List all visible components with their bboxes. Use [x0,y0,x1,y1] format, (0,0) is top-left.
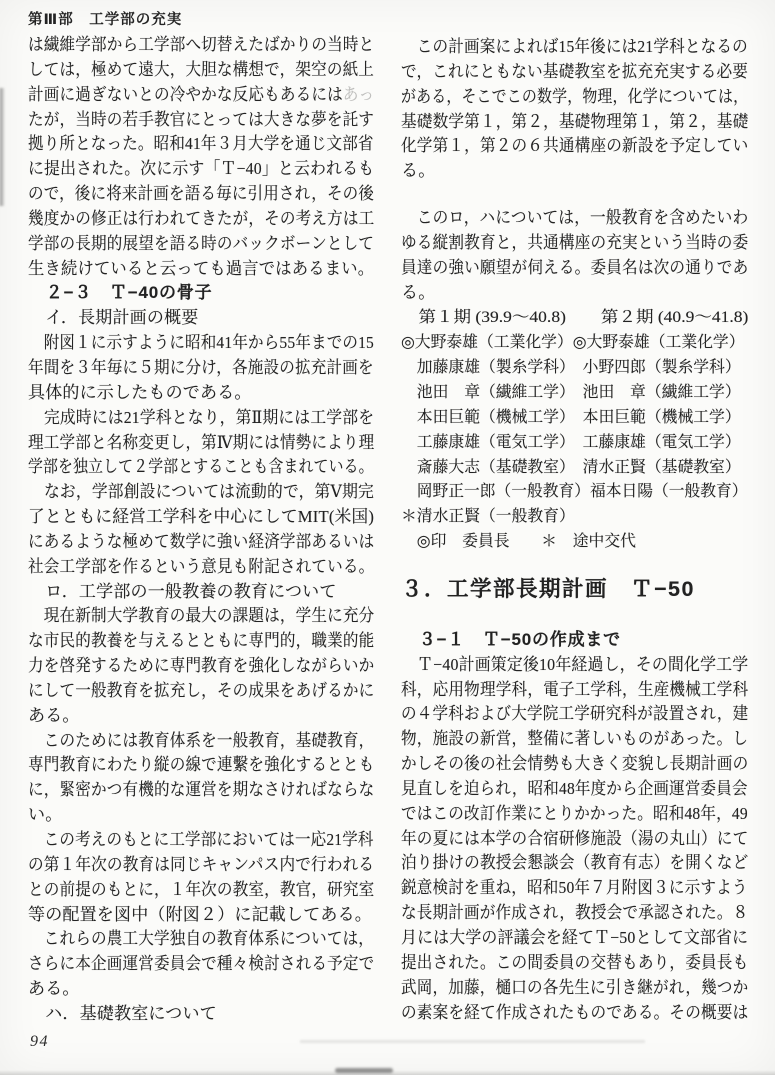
text-line [401,231,748,256]
text-line [401,777,748,802]
line-text: の４学科および大学院工学研究科が設置され，建 [401,704,749,724]
page-number: 94 [30,1033,49,1050]
line-text: 理工学部と名称変更し，第Ⅳ期には情勢により理 [28,432,375,452]
text-line [28,604,374,629]
text-line [28,878,374,903]
text-line [28,729,374,754]
line-text: 現在新制大学教育の最大の課題は，学生に充分 [28,606,375,626]
text-line [401,159,748,184]
line-text: ＊清水正賢（一般教育） [401,508,575,526]
text-line [401,35,748,60]
text-line [28,431,374,456]
section-heading [401,572,748,606]
line-text: 社会工学部を作るという意見も附記されている。 [28,556,375,576]
text-line [401,60,748,85]
list-line [401,305,748,330]
line-text: 等の配置を図中（附図２）に記載してある。 [28,904,372,924]
line-text: かしその後の社会情勢も大きく変貌し長期計画の [401,754,749,774]
line-text: Ｔ−40計画策定後10年経過し，その間化学工学 [401,654,749,674]
text-line [401,281,748,306]
text-line [28,977,374,1002]
line-text: 員達の強い願望が伺える。委員名は次の通りであ [401,257,749,277]
line-text: 幾度かの修正は行われてきたが，その考え方は工 [28,208,375,228]
list-line [401,430,748,455]
text-line [401,901,748,926]
text-line [401,752,748,777]
text-line [28,132,374,157]
text-line [28,83,374,108]
line-text: ある。 [28,705,80,725]
line-text: 力を啓発するために専門教育を強化しながらいか [28,656,375,676]
line-text: 附図１に示すように昭和41年から55年までの15 [28,333,374,353]
text-line [28,1002,374,1027]
list-line [401,455,748,480]
line-text: る。 [401,161,436,181]
line-text: で，これにともない基礎教室を拡充充実する必要 [401,61,749,81]
line-text: い。 [28,805,63,825]
line-text: 泊り掛けの教授会懇談会（教育有志）を開くなど [401,853,749,873]
text-line [401,876,748,901]
line-text: がある，そこでこの数学，物理，化学については， [401,86,749,106]
line-text: なお，学部創設については流動的で，第Ⅴ期完 [28,482,374,502]
line-text: 拠り所となった。昭和41年３月大学を通じ文部省 [28,134,374,154]
line-text: 月には大学の評議会を経てＴ−50として文部省に [401,928,749,947]
text-line [28,33,374,58]
text-line [28,455,374,480]
list-line [401,479,748,504]
text-line [28,629,374,654]
list-line [401,330,748,355]
text-line [28,182,374,207]
text-line [401,976,748,1001]
text-line [28,58,374,83]
line-text: 学部の長期的展望を語る時のバックボーンとして [28,233,375,253]
text-line [401,926,748,951]
line-text: との前提のもとに，１年次の教室，教官，研究室 [28,879,375,899]
text-line [401,256,748,281]
line-text: ハ．基礎教室について [28,1003,217,1023]
line-text: 了とともに経営工学科を中心にしてMIT(米国) [28,507,375,527]
line-text: ので，後に将来計画を語る毎に引用され，その後 [28,184,375,204]
line-text: 専門教育にわたり縦の線で連繫を強化するととも [28,755,375,775]
text-line [28,903,374,928]
left-column [28,33,374,1027]
line-text: の第１年次の教育は同じキャンパス内で行われる [28,854,375,874]
line-text: 具体的に示したものである。 [28,382,252,402]
text-line [401,206,748,231]
line-text: 武岡，加藤，樋口の各先生に引き継がれ，幾つか [401,977,749,997]
text-line [401,678,748,703]
line-text: な長期計画が作成され，教授会で承認された。８ [401,903,749,923]
line-text: にして一般教育を拡充し，その成果をあげるかに [28,680,375,700]
line-text: このロ，ハについては，一般教育を含めたいわ [401,208,749,228]
text-line [28,580,374,605]
text-line [28,679,374,704]
text-line [28,306,374,331]
line-text: ２−３ Ｔ−40の骨子 [28,283,213,303]
text-line [28,232,374,257]
text-line [401,1001,748,1026]
line-text: ではこの改訂作業にとりかかった。昭和48年，49 [401,803,748,823]
text-line [401,134,748,159]
line-text: 岡野正一郎（一般教育）福本日陽（一般教育） [401,483,748,501]
list-line [401,529,748,554]
line-text: ３−１ Ｔ−50の作成まで [401,629,621,649]
line-text: 科，応用物理学科，電子工学科，生産機械工学科 [401,679,749,699]
text-line [28,853,374,878]
line-text: 年の夏には本学の合宿研修施設（湯の丸山）にて [401,828,749,848]
line-text: は繊維学部から工学部へ切替えたばかりの当時と [28,35,375,54]
text-line [28,356,374,381]
line-text: ある。 [28,979,80,999]
line-text: に提出された。次に示す「Ｔ−40」と云われるも [28,159,375,179]
line-text: 見直しを迫られ，昭和48年度から企画運営委員会 [401,778,748,798]
line-text: このためには教育体系を一般教育，基礎教育， [28,730,375,750]
text-line [28,555,374,580]
text-line [28,778,374,803]
scan-artifact [0,1070,775,1075]
line-text: にあるような極めて数学に強い経済学部あるいは [28,531,375,551]
line-text: ３．工学部長期計画 Ｔ−50 [401,576,695,601]
line-text: 学部を独立して２学部とすることも含まれている。 [28,457,374,477]
line-text: この考えのもとに工学部においては一応21学科 [28,830,374,849]
text-line [28,952,374,977]
line-text: 鋭意検討を重ね，昭和50年７月附図３に示すよう [401,878,748,898]
line-text: ゆる縦割教育と，共通構座の充実という当時の委 [401,232,749,252]
line-text: 池田 章（繊維工学） 池田 章（繊維工学） [401,383,741,401]
text-line [28,704,374,729]
text-line [28,480,374,505]
line-text: 年間を３年毎に５期に分け，各施設の拡充計画を [28,357,374,377]
text-line [28,331,374,356]
text-line [28,803,374,828]
text-line [28,406,374,431]
line-text: イ．長期計画の概要 [28,308,199,328]
text-line [401,653,748,678]
sub-heading [401,628,748,653]
right-column [401,35,748,1025]
line-text: の素案を経て作成されたものである。その概要は [401,1002,749,1022]
text-line [28,927,374,952]
faded-print-text: あっ [342,84,375,104]
line-text: 計画に過ぎないとの冷やかな反応もあるにはあっ [28,84,375,104]
line-text: たが，当時の若手教官にとっては大きな夢を託す [28,109,375,129]
text-line [401,851,748,876]
text-line [28,108,374,133]
list-line [401,504,748,529]
line-text: 斎藤大志（基礎教室） 清水正賢（基礎教室） [401,458,741,476]
running-header: 第Ⅲ部 工学部の充実 [28,12,183,28]
line-text: 化学第１，第２の６共通構座の新設を予定してい [401,136,749,156]
list-line [401,380,748,405]
text-line [401,951,748,976]
line-text: さらに本企画運営委員会で種々検討される予定で [28,954,375,974]
line-text: ◎印 委員長 ＊ 途中交代 [401,533,636,551]
text-line [28,828,374,853]
line-text: 加藤康雄（製糸学科） 小野四郎（製糸学科） [401,359,741,377]
line-text: ロ．工学部の一般教養の教育について [28,581,337,601]
list-line [401,405,748,430]
text-line [401,827,748,852]
line-text: 完成時には21学科となり，第Ⅱ期には工学部を [28,407,375,427]
line-text: ◎大野泰雄（工業化学）◎大野泰雄（工業化学） [401,334,745,352]
text-line [28,157,374,182]
text-line [28,753,374,778]
text-line [28,381,374,406]
scan-artifact [300,1040,645,1043]
line-text: 工藤康雄（電気工学） 工藤康雄（電気工学） [401,433,741,451]
text-line [401,110,748,135]
text-line [28,654,374,679]
line-text: 生き続けていると云っても過言ではあるまい。 [28,258,375,278]
sub-heading [28,281,374,306]
line-text: 第１期 (39.9～40.8) 第２期 (40.9～41.8) [401,309,749,327]
line-text: な市民的教養を与えるとともに専門的，職業的能 [28,631,375,651]
line-text: る。 [401,282,436,302]
scan-artifact [0,88,5,206]
text-line [28,505,374,530]
line-text: に，緊密かつ有機的な運営を期なさければならな [28,780,375,800]
line-text: 物，施設の新営，整備に著しいものがあった。し [401,729,749,749]
text-line [401,802,748,827]
line-text: しては，極めて遠大，大胆な構想で，架空の紙上 [28,59,375,79]
line-text: これらの農工大学独自の教育体系については， [28,929,375,949]
line-text: この計画案によれば15年後には21学科となるの [401,37,748,56]
text-line [401,702,748,727]
line-text: 提出された。この間委員の交替もあり，委員長も [401,952,749,972]
line-text: 基礎数学第１，第２，基礎物理第１，第２，基礎 [401,111,749,131]
text-line [28,257,374,282]
text-line [401,85,748,110]
text-line [401,727,748,752]
list-line [401,355,748,380]
text-line [28,207,374,232]
line-text: 本田巨範（機械工学） 本田巨範（機械工学） [401,408,741,426]
text-line [28,530,374,555]
